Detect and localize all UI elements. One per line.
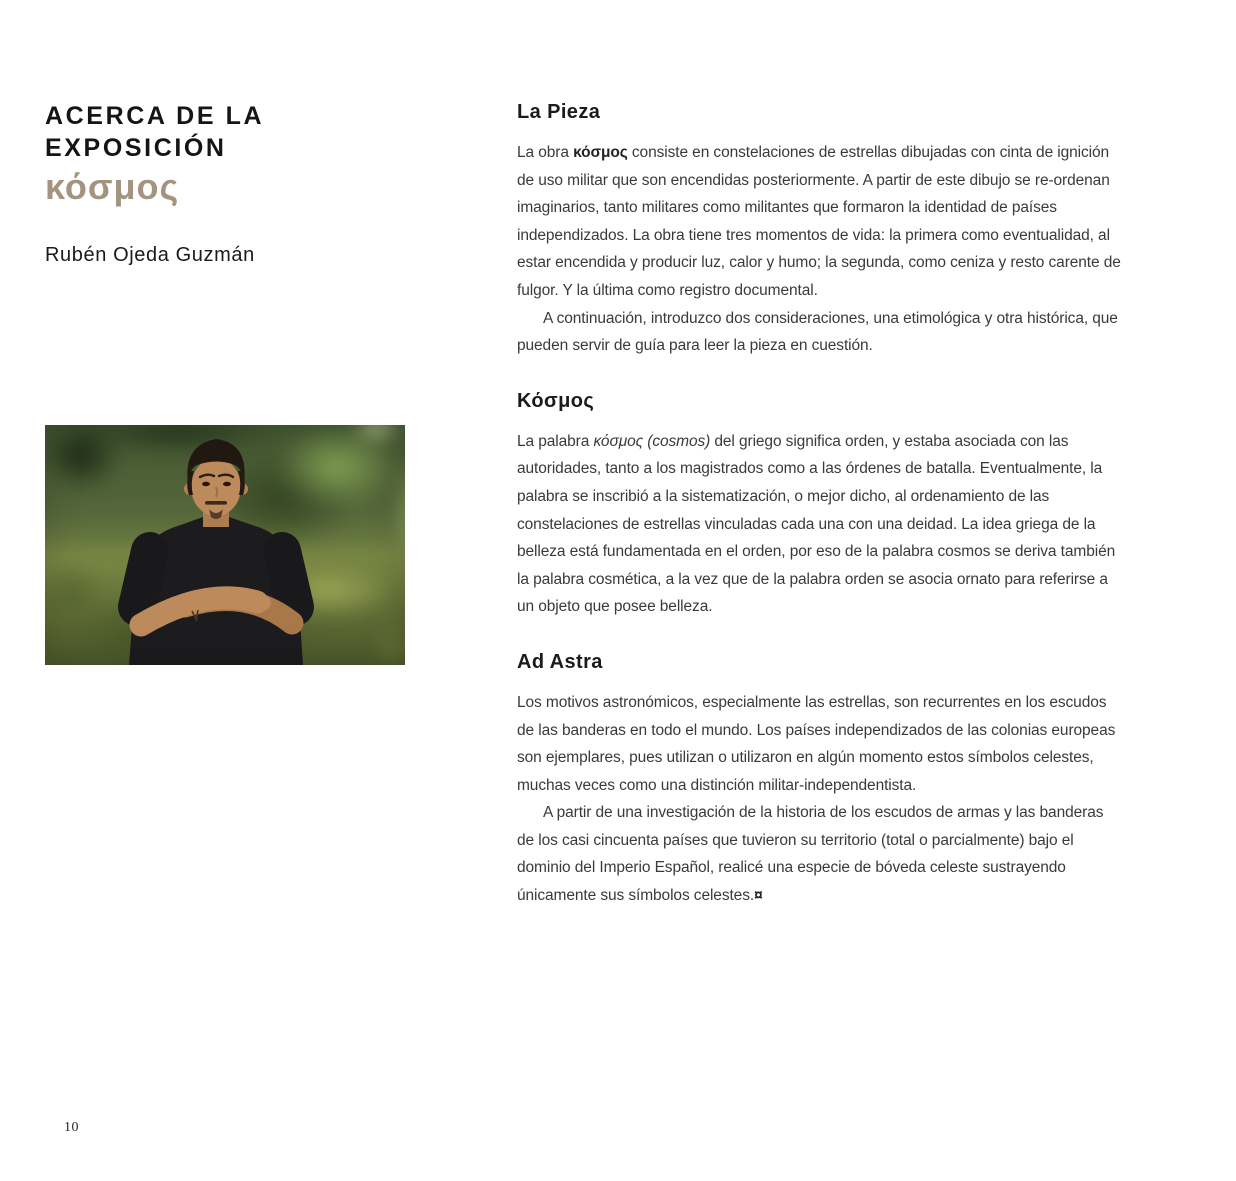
text-run: La palabra [517,432,594,450]
text-run: Los motivos astronómicos, especialmente las estrellas, son recurrentes en los escudos de las banderas en todo el mundo. Los países independizados de las colonias europeas son ejemplares, pues utilizan o utilizaron en algún momento estos símbolos celestes, muchas veces como una distinción militar-independentista. [517,693,1116,794]
bold-text: ¤ [754,887,763,905]
text-run: A partir de una investigación de la historia de los escudos de armas y las banderas de los casi cincuenta países que tuvieron su territorio (total o parcialmente) bajo el dominio del Imperio Español, realicé una especie de bóveda celeste sustrayendo únicamente sus símbolos celestes. [517,804,1104,905]
paragraph [517,139,1121,305]
italic-text: κόσμος (cosmos) [593,432,711,450]
portrait-person-figure [45,425,405,665]
text-run: del griego significa orden, y estaba asociada con las autoridades, tanto a los magistrados como a las órdenes de batalla. Eventualmente, la palabra se inscribió a la sistematización, o mejor dicho, al ordenamiento de las constelaciones de estrellas vinculadas cada una con una deidad. La idea griega de la belleza está fundamentada en el orden, por eso de la palabra cosmos se deriva también la palabra cosmética, a la vez que de la palabra orden se asocia ornato para referirse a un objeto que posee belleza. [517,432,1116,616]
text-run: La obra [517,144,574,161]
article-sections [517,100,1121,910]
portrait-photo [45,425,405,665]
artist-name: Rubén Ojeda Guzmán [45,244,255,266]
article-section [517,389,1121,621]
section-heading: Κόσμος [517,389,595,412]
masthead [45,100,445,267]
text-run: A continuación, introduzco dos consideraciones, una etimológica y otra histórica, que pueden servir de guía para leer la pieza en cuestión. [517,309,1118,355]
paragraph [517,799,1121,909]
text-run: consiste en constelaciones de estrellas dibujadas con cinta de ignición de uso militar que son encendidas posteriormente. A partir de este dibujo se re-ordenan imaginarios, tanto militares como militantes que formaron la identidad de países independizados. La obra tiene tres momentos de vida: la primera como eventualidad, al estar encendida y producir luz, calor y humo; la segunda, como ceniza y resto carente de fulgor. Y la última como registro documental. [517,144,1121,299]
page-number: 10 [64,1120,79,1135]
article-section [517,100,1121,360]
exhibition-title: ACERCA DE LA EXPOSICIÓN [45,102,264,162]
exhibition-subtitle: κόσμος [45,166,180,207]
article-section [517,650,1121,910]
section-heading: Ad Astra [517,650,603,673]
bold-text: κόσμος [573,144,628,161]
section-heading: La Pieza [517,101,601,123]
paragraph [517,305,1121,360]
paragraph [517,689,1121,799]
paragraph [517,428,1121,621]
